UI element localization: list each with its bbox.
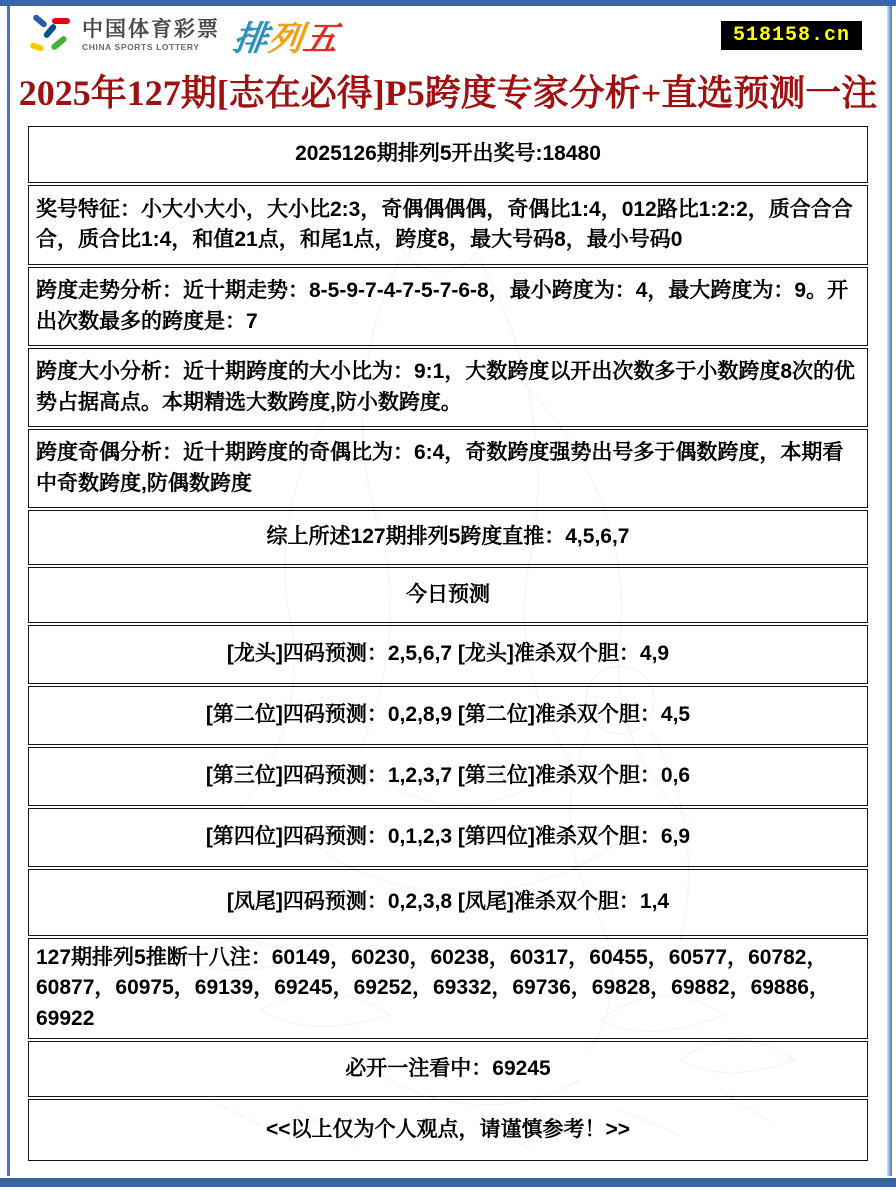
row-text: [龙头]四码预测：2,5,6,7 [龙头]准杀双个胆：4,9	[226, 642, 670, 666]
brand-char-2: 列	[265, 19, 307, 58]
row-text: 2025126期排列5开出奖号:18480	[295, 142, 601, 166]
disclaimer-row	[28, 1099, 868, 1161]
longtou-row	[28, 625, 868, 684]
site-badge[interactable]: 518158.cn	[721, 21, 862, 50]
fourth-position-row	[28, 808, 868, 867]
header	[0, 0, 896, 64]
span-trend-row	[28, 267, 868, 346]
row-text: [第三位]四码预测：1,2,3,7 [第三位]准杀双个胆：0,6	[205, 764, 691, 788]
row-text: 必开一注看中：69245	[345, 1057, 551, 1081]
sports-lottery-icon	[28, 12, 74, 58]
second-position-row	[28, 686, 868, 745]
brand-char-3: 五	[300, 19, 342, 58]
pailiewu-brand-text	[231, 11, 343, 60]
frame-bottom-bar	[0, 1178, 896, 1187]
page-title: 2025年127期[志在必得]P5跨度专家分析+直选预测一注	[18, 73, 878, 113]
fengwei-row	[28, 869, 868, 936]
third-position-row	[28, 747, 868, 806]
row-text: 跨度大小分析：近十期跨度的大小比为：9:1，大数跨度以开出次数多于小数跨度8次的优势占据高点。本期精选大数跨度,防小数跨度。	[36, 360, 856, 414]
sports-lottery-logo	[28, 11, 342, 60]
span-recommendation-row	[28, 510, 868, 565]
row-text: [第四位]四码预测：0,1,2,3 [第四位]准杀双个胆：6,9	[205, 825, 691, 849]
span-parity-row	[28, 429, 868, 508]
row-text: 今日预测	[406, 582, 490, 606]
draw-result-row	[28, 126, 868, 183]
row-text: 127期排列5推断十八注：60149，60230，60238，60317，60455，60577，60782，60877，60975，69139，69245，69252，69332，69736，69828，69882，69886，69922	[36, 946, 830, 1030]
number-features-row	[28, 185, 868, 265]
eighteen-bets-row	[28, 938, 868, 1039]
brand-char-1: 排	[230, 19, 272, 58]
logo-chinese-text: 中国体育彩票	[82, 17, 220, 41]
row-text: <<以上仅为个人观点，请谨慎参考！>>	[265, 1118, 631, 1142]
must-open-bet-row	[28, 1041, 868, 1097]
row-text: 奖号特征：小大小大小，大小比2:3，奇偶偶偶偶，奇偶比1:4，012路比1:2:2，质合合合合，质合比1:4，和值21点，和尾1点，跨度8，最大号码8，最小号码0	[36, 197, 853, 251]
row-text: [第二位]四码预测：0,2,8,9 [第二位]准杀双个胆：4,5	[205, 703, 691, 727]
analysis-table	[28, 126, 868, 1161]
row-text: 跨度奇偶分析：近十期跨度的奇偶比为：6:4，奇数跨度强势出号多于偶数跨度，本期看中奇数跨度,防偶数跨度	[36, 441, 844, 495]
row-text: 跨度走势分析：近十期走势：8-5-9-7-4-7-5-7-6-8，最小跨度为：4，最大跨度为：9。开出次数最多的跨度是：7	[36, 279, 849, 333]
span-size-row	[28, 348, 868, 427]
row-text: [凤尾]四码预测：0,2,3,8 [凤尾]准杀双个胆：1,4	[226, 890, 670, 914]
today-prediction-header-row	[28, 567, 868, 623]
logo-english-text: CHINA SPORTS LOTTERY	[82, 41, 200, 52]
row-text: 综上所述127期排列5跨度直推：4,5,6,7	[266, 525, 630, 549]
